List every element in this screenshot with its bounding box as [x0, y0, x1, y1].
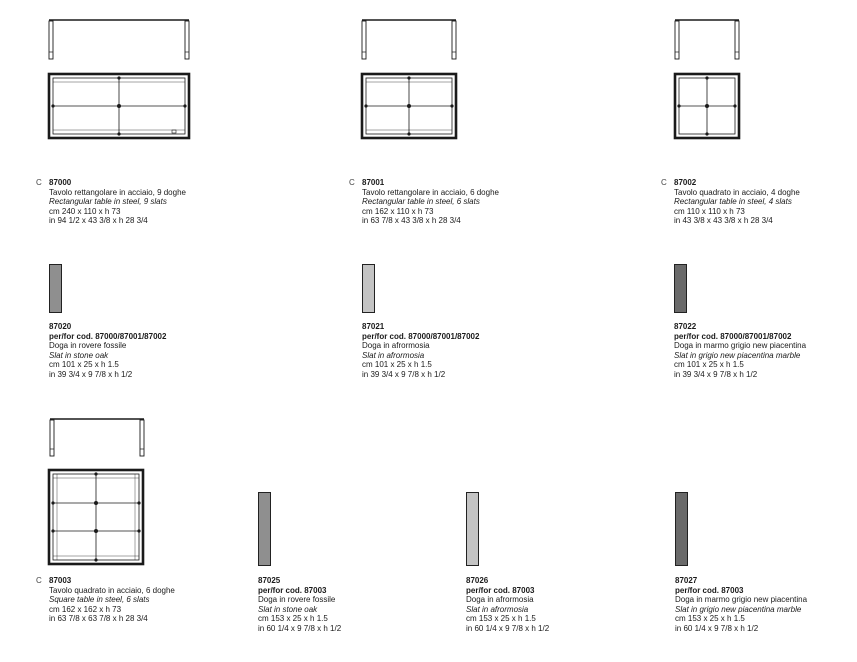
product-code: 87022 [674, 322, 697, 331]
slat-swatch-afrormosia [362, 264, 375, 313]
dimensions-in: in 43 3/8 x 43 3/8 x h 28 3/4 [674, 216, 773, 226]
slat-swatch-marble [674, 264, 687, 313]
dimensions-cm: cm 101 x 25 x h 1.5 [49, 360, 119, 370]
product-87000-info [49, 178, 186, 226]
desc-italian: Tavolo quadrato in acciaio, 4 doghe [674, 187, 800, 197]
dimensions-in: in 60 1/4 x 9 7/8 x h 1/2 [466, 623, 550, 633]
dimensions-cm: cm 240 x 110 x h 73 [49, 206, 121, 216]
dimensions-cm: cm 110 x 110 x h 73 [674, 206, 745, 216]
product-87003-info [49, 576, 175, 624]
product-code: 87020 [49, 322, 72, 331]
desc-english: Slat in grigio new piacentina marble [675, 604, 802, 614]
product-code: 87001 [362, 178, 385, 187]
compatibility: per/for cod. 87000/87001/87002 [674, 331, 792, 341]
product-87021-info [362, 322, 479, 380]
desc-english: Slat in afrormosia [362, 350, 425, 360]
slat-swatch-marble [675, 492, 688, 566]
desc-italian: Doga in marmo grigio new piacentina [674, 341, 807, 351]
product-87002-info [674, 178, 800, 226]
desc-italian: Doga in afrormosia [362, 341, 430, 351]
dimensions-in: in 60 1/4 x 9 7/8 x h 1/2 [258, 623, 342, 633]
slat-swatch-stone-oak [49, 264, 62, 313]
dimensions-in: in 39 3/4 x 9 7/8 x h 1/2 [49, 369, 133, 379]
compatibility: per/for cod. 87003 [466, 585, 535, 595]
compatibility: per/for cod. 87000/87001/87002 [362, 331, 480, 341]
dimensions-in: in 39 3/4 x 9 7/8 x h 1/2 [674, 369, 758, 379]
dimensions-cm: cm 101 x 25 x h 1.5 [674, 360, 744, 370]
desc-italian: Doga in marmo grigio new piacentina [675, 595, 808, 605]
table-87003-plan [48, 469, 144, 565]
product-code: 87000 [49, 178, 72, 187]
desc-english: Rectangular table in steel, 6 slats [362, 197, 480, 207]
product-code: 87003 [49, 576, 72, 585]
desc-italian: Doga in afrormosia [466, 595, 534, 605]
product-code: 87027 [675, 576, 698, 585]
desc-italian: Tavolo rettangolare in acciaio, 9 doghe [49, 187, 186, 197]
product-87025-info [258, 576, 341, 634]
desc-italian: Doga in rovere fossile [258, 595, 336, 605]
table-87002-elevation [674, 18, 740, 60]
desc-italian: Tavolo rettangolare in acciaio, 6 doghe [362, 187, 499, 197]
table-87000-elevation [48, 18, 190, 60]
desc-english: Rectangular table in steel, 9 slats [49, 197, 167, 207]
product-87020-info [49, 322, 166, 380]
desc-english: Slat in stone oak [258, 604, 318, 614]
marker-c: C [661, 178, 667, 187]
dimensions-in: in 63 7/8 x 43 3/8 x h 28 3/4 [362, 216, 461, 226]
desc-italian: Doga in rovere fossile [49, 341, 127, 351]
dimensions-in: in 94 1/2 x 43 3/8 x h 28 3/4 [49, 216, 148, 226]
dimensions-in: in 60 1/4 x 9 7/8 x h 1/2 [675, 623, 759, 633]
slat-swatch-afrormosia [466, 492, 479, 566]
desc-english: Slat in stone oak [49, 350, 109, 360]
dimensions-cm: cm 153 x 25 x h 1.5 [675, 614, 745, 624]
dimensions-cm: cm 101 x 25 x h 1.5 [362, 360, 432, 370]
dimensions-cm: cm 162 x 110 x h 73 [362, 206, 434, 216]
desc-english: Slat in afrormosia [466, 604, 529, 614]
marker-c: C [36, 576, 42, 585]
desc-english: Slat in grigio new piacentina marble [674, 350, 801, 360]
table-87003-elevation [49, 417, 145, 457]
marker-c: C [36, 178, 42, 187]
desc-italian: Tavolo quadrato in acciaio, 6 doghe [49, 585, 175, 595]
desc-english: Rectangular table in steel, 4 slats [674, 197, 792, 207]
table-87001-elevation [361, 18, 457, 60]
product-87026-info [466, 576, 549, 634]
compatibility: per/for cod. 87003 [258, 585, 327, 595]
compatibility: per/for cod. 87003 [675, 585, 744, 595]
product-code: 87021 [362, 322, 385, 331]
dimensions-in: in 39 3/4 x 9 7/8 x h 1/2 [362, 369, 446, 379]
dimensions-cm: cm 162 x 162 x h 73 [49, 604, 122, 614]
dimensions-in: in 63 7/8 x 63 7/8 x h 28 3/4 [49, 614, 148, 624]
product-87001-info [362, 178, 499, 226]
marker-c: C [349, 178, 355, 187]
dimensions-cm: cm 153 x 25 x h 1.5 [466, 614, 536, 624]
product-code: 87026 [466, 576, 489, 585]
desc-english: Square table in steel, 6 slats [49, 595, 150, 605]
product-87022-info [674, 322, 806, 380]
dimensions-cm: cm 153 x 25 x h 1.5 [258, 614, 328, 624]
product-87027-info [675, 576, 807, 634]
table-87002-plan [674, 73, 740, 139]
table-87001-plan [361, 73, 457, 139]
product-code: 87025 [258, 576, 281, 585]
slat-swatch-stone-oak [258, 492, 271, 566]
compatibility: per/for cod. 87000/87001/87002 [49, 331, 167, 341]
table-87000-plan [48, 73, 190, 139]
product-code: 87002 [674, 178, 697, 187]
